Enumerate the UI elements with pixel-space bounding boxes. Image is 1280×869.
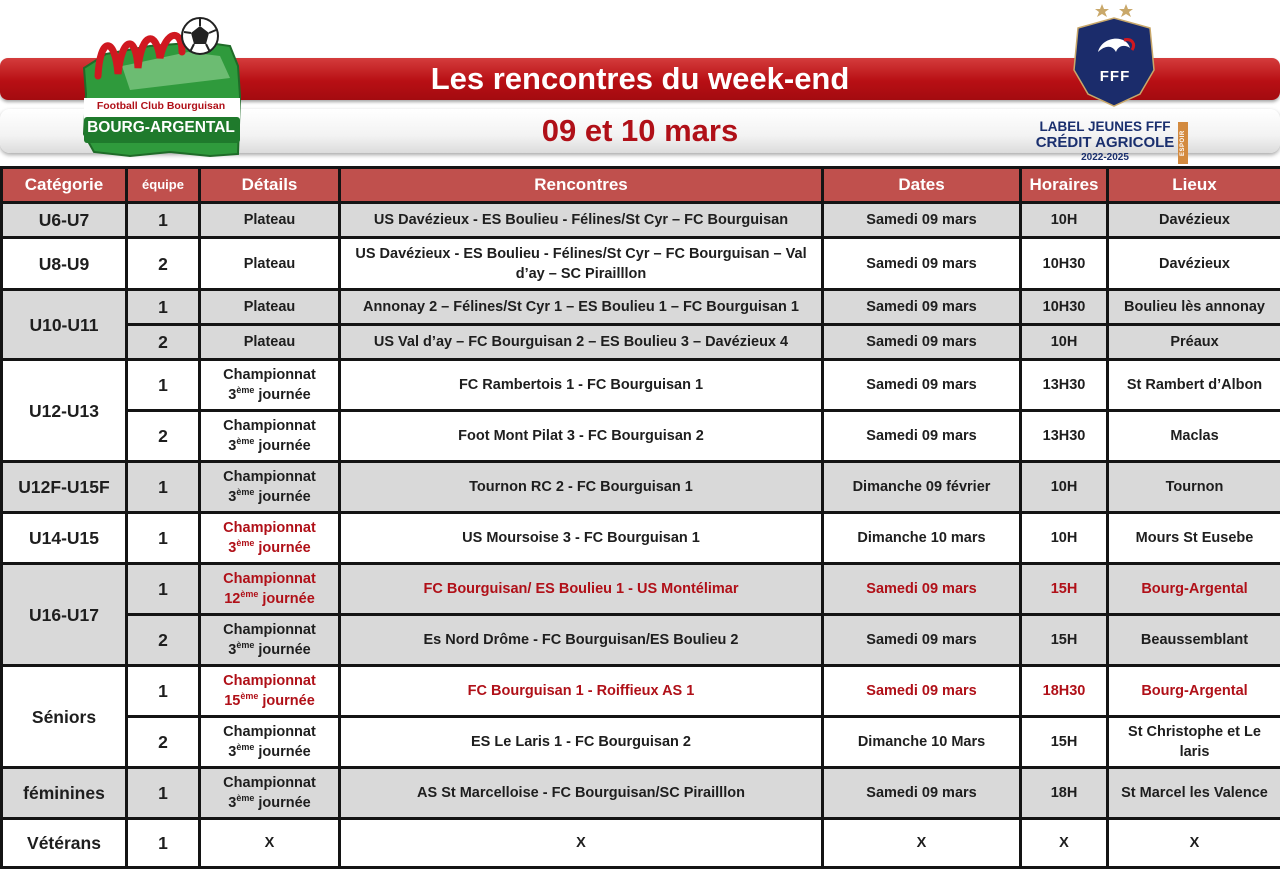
team-cell: 1 <box>127 819 200 868</box>
team-cell: 2 <box>127 717 200 768</box>
date-cell: Dimanche 10 mars <box>823 513 1021 564</box>
label-jeunes: LABEL JEUNES FFF <box>1039 119 1171 134</box>
column-header-lieux: Lieux <box>1108 168 1280 203</box>
team-cell: 1 <box>127 360 200 411</box>
column-header-categorie: Catégorie <box>2 168 127 203</box>
place-cell: St Christophe et Le laris <box>1108 717 1280 768</box>
details-cell: Championnat 3ème journée <box>200 411 340 462</box>
fff-logo <box>1068 0 1164 112</box>
category-cell: U8-U9 <box>2 238 127 290</box>
time-cell: 10H <box>1021 203 1108 238</box>
time-cell: 15H <box>1021 717 1108 768</box>
date-cell: Samedi 09 mars <box>823 564 1021 615</box>
category-cell: U16-U17 <box>2 564 127 666</box>
match-cell: AS St Marcelloise - FC Bourguisan/SC Pirailllon <box>340 768 823 819</box>
match-cell: Tournon RC 2 - FC Bourguisan 1 <box>340 462 823 513</box>
date-cell: Samedi 09 mars <box>823 290 1021 325</box>
table-row <box>2 238 1280 290</box>
header <box>0 0 1280 166</box>
team-cell: 1 <box>127 462 200 513</box>
place-cell: St Marcel les Valence <box>1108 768 1280 819</box>
club-name: Football Club Bourguisan <box>96 100 226 112</box>
team-cell: 1 <box>127 203 200 238</box>
place-cell: Davézieux <box>1108 203 1280 238</box>
date-cell: Samedi 09 mars <box>823 238 1021 290</box>
table-row <box>2 768 1280 819</box>
table-header-row <box>2 168 1280 203</box>
category-cell: U12-U13 <box>2 360 127 462</box>
date-cell: Samedi 09 mars <box>823 325 1021 360</box>
table-row <box>2 666 1280 717</box>
team-cell: 1 <box>127 564 200 615</box>
category-cell: féminines <box>2 768 127 819</box>
team-cell: 1 <box>127 666 200 717</box>
place-cell: Bourg-Argental <box>1108 666 1280 717</box>
match-cell: Es Nord Drôme - FC Bourguisan/ES Boulieu 2 <box>340 615 823 666</box>
match-cell: Foot Mont Pilat 3 - FC Bourguisan 2 <box>340 411 823 462</box>
column-header-horaires: Horaires <box>1021 168 1108 203</box>
matches-table <box>0 166 1280 869</box>
place-cell: Davézieux <box>1108 238 1280 290</box>
category-cell: U6-U7 <box>2 203 127 238</box>
match-cell: US Davézieux - ES Boulieu - Félines/St Cyr – FC Bourguisan – Val d’ay – SC Pirailllon <box>340 238 823 290</box>
match-cell: FC Rambertois 1 - FC Bourguisan 1 <box>340 360 823 411</box>
table-row <box>2 411 1280 462</box>
weekend-date: 09 et 10 mars <box>541 113 739 148</box>
details-cell: Championnat 3ème journée <box>200 513 340 564</box>
details-cell: Championnat 3ème journée <box>200 717 340 768</box>
label-sponsor: CRÉDIT AGRICOLE <box>1035 134 1175 151</box>
details-cell: Plateau <box>200 203 340 238</box>
team-cell: 2 <box>127 615 200 666</box>
category-cell: U10-U11 <box>2 290 127 360</box>
match-cell: US Val d’ay – FC Bourguisan 2 – ES Boulieu 3 – Davézieux 4 <box>340 325 823 360</box>
table-row <box>2 717 1280 768</box>
category-cell: U12F-U15F <box>2 462 127 513</box>
team-cell: 2 <box>127 411 200 462</box>
match-cell: ES Le Laris 1 - FC Bourguisan 2 <box>340 717 823 768</box>
details-cell: Championnat 3ème journée <box>200 615 340 666</box>
table-row <box>2 360 1280 411</box>
date-cell: Samedi 09 mars <box>823 768 1021 819</box>
match-cell: US Moursoise 3 - FC Bourguisan 1 <box>340 513 823 564</box>
column-header-details: Détails <box>200 168 340 203</box>
match-cell: X <box>340 819 823 868</box>
category-cell: Séniors <box>2 666 127 768</box>
details-cell: Championnat 3ème journée <box>200 768 340 819</box>
date-cell: Samedi 09 mars <box>823 360 1021 411</box>
team-cell: 1 <box>127 513 200 564</box>
time-cell: 13H30 <box>1021 411 1108 462</box>
team-cell: 1 <box>127 768 200 819</box>
time-cell: 10H30 <box>1021 290 1108 325</box>
date-cell: Samedi 09 mars <box>823 615 1021 666</box>
date-cell: Dimanche 09 février <box>823 462 1021 513</box>
time-cell: X <box>1021 819 1108 868</box>
date-cell: X <box>823 819 1021 868</box>
date-cell: Samedi 09 mars <box>823 666 1021 717</box>
time-cell: 18H <box>1021 768 1108 819</box>
star-icon <box>1095 4 1109 17</box>
star-icon <box>1119 4 1133 17</box>
place-cell: Beaussemblant <box>1108 615 1280 666</box>
place-cell: Bourg-Argental <box>1108 564 1280 615</box>
date-cell: Samedi 09 mars <box>823 203 1021 238</box>
details-cell: Championnat 15ème journée <box>200 666 340 717</box>
table-row <box>2 819 1280 868</box>
column-header-equipe: équipe <box>127 168 200 203</box>
table-row <box>2 203 1280 238</box>
place-cell: Mours St Eusebe <box>1108 513 1280 564</box>
place-cell: Tournon <box>1108 462 1280 513</box>
details-cell: Championnat 3ème journée <box>200 462 340 513</box>
table-row <box>2 615 1280 666</box>
time-cell: 10H <box>1021 462 1108 513</box>
team-cell: 2 <box>127 238 200 290</box>
date-cell: Dimanche 10 Mars <box>823 717 1021 768</box>
table-row <box>2 325 1280 360</box>
details-cell: X <box>200 819 340 868</box>
team-cell: 2 <box>127 325 200 360</box>
category-cell: U14-U15 <box>2 513 127 564</box>
place-cell: X <box>1108 819 1280 868</box>
category-cell: Vétérans <box>2 819 127 868</box>
date-cell: Samedi 09 mars <box>823 411 1021 462</box>
place-cell: Préaux <box>1108 325 1280 360</box>
details-cell: Plateau <box>200 238 340 290</box>
fff-letters: FFF <box>1099 68 1131 85</box>
place-cell: Boulieu lès annonay <box>1108 290 1280 325</box>
label-espoir-tag: ESPOIR <box>1178 122 1188 164</box>
match-cell: Annonay 2 – Félines/St Cyr 1 – ES Boulieu 1 – FC Bourguisan 1 <box>340 290 823 325</box>
table-row <box>2 513 1280 564</box>
time-cell: 10H <box>1021 513 1108 564</box>
table-row <box>2 564 1280 615</box>
table-row <box>2 290 1280 325</box>
label-years: 2022-2025 <box>1081 152 1129 163</box>
club-city: BOURG-ARGENTAL <box>87 119 235 136</box>
match-cell: FC Bourguisan/ ES Boulieu 1 - US Montélimar <box>340 564 823 615</box>
details-cell: Plateau <box>200 290 340 325</box>
column-header-rencontres: Rencontres <box>340 168 823 203</box>
time-cell: 10H30 <box>1021 238 1108 290</box>
time-cell: 18H30 <box>1021 666 1108 717</box>
team-cell: 1 <box>127 290 200 325</box>
column-header-dates: Dates <box>823 168 1021 203</box>
details-cell: Championnat 12ème journée <box>200 564 340 615</box>
place-cell: St Rambert d’Albon <box>1108 360 1280 411</box>
match-cell: FC Bourguisan 1 - Roiffieux AS 1 <box>340 666 823 717</box>
time-cell: 15H <box>1021 615 1108 666</box>
details-cell: Championnat 3ème journée <box>200 360 340 411</box>
time-cell: 15H <box>1021 564 1108 615</box>
time-cell: 10H <box>1021 325 1108 360</box>
page-title: Les rencontres du week-end <box>430 61 850 96</box>
match-cell: US Davézieux - ES Boulieu - Félines/St Cyr – FC Bourguisan <box>340 203 823 238</box>
table-row <box>2 462 1280 513</box>
place-cell: Maclas <box>1108 411 1280 462</box>
details-cell: Plateau <box>200 325 340 360</box>
time-cell: 13H30 <box>1021 360 1108 411</box>
